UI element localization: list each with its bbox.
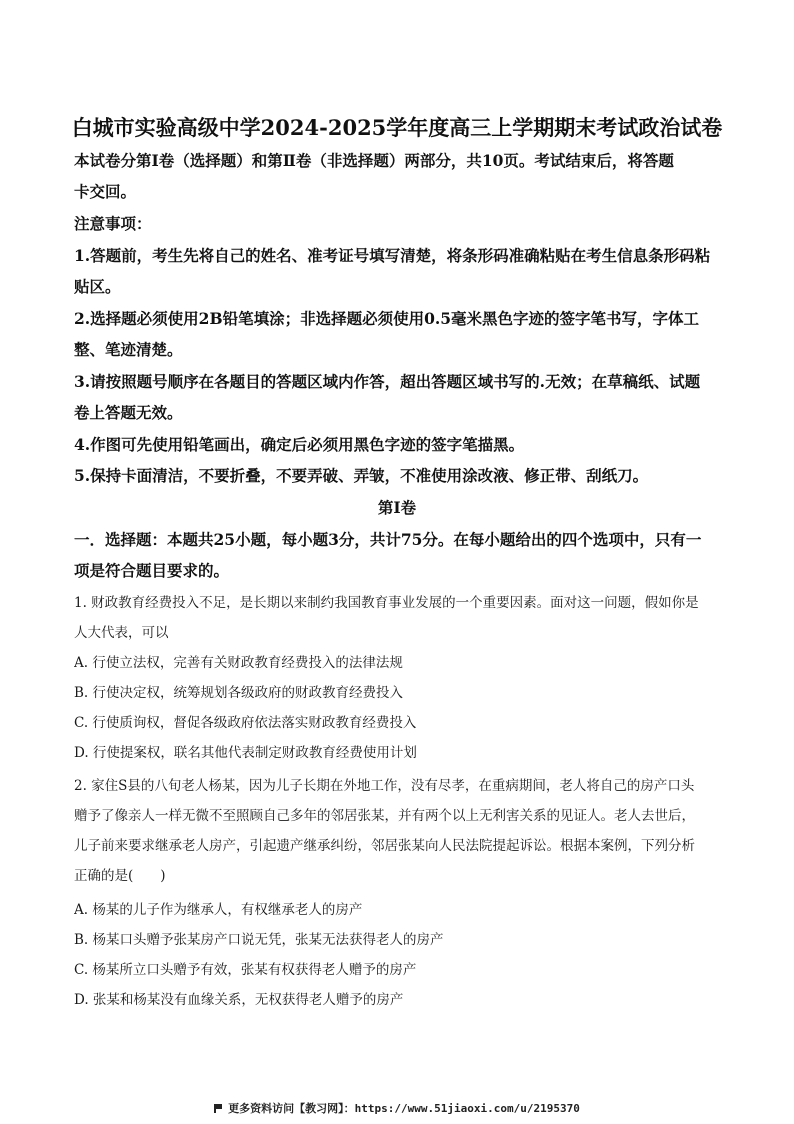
notice-5: 5.保持卡面清洁，不要折叠，不要弄破、弄皱，不准使用涂改液、修正带、刮纸刀。: [74, 466, 649, 485]
question-2-option-d: D. 张某和杨某没有血缘关系，无权获得老人赠予的房产: [74, 992, 404, 1008]
part-heading-line-1: 一．选择题：本题共25小题，每小题3分，共计75分。在每小题给出的四个选项中，只有一: [74, 530, 702, 549]
question-2-stem-line-3: 儿子前来要求继承老人房产，引起遗产继承纠纷，邻居张某向人民法院提起诉讼。根据本案例，下列分析: [74, 838, 695, 854]
notice-3-line-2: 卷上答题无效。: [74, 403, 183, 422]
question-2-stem-line-4: 正确的是( ): [74, 868, 166, 884]
footer-link[interactable]: 更多资料访问【教习网】：https://www.51jiaoxi.com/u/2195370: [228, 1102, 580, 1115]
question-2-stem-line-1: 2. 家住S县的八旬老人杨某，因为儿子长期在外地工作，没有尽孝，在重病期间，老人将自己的房产口头: [74, 778, 695, 794]
notice-2-line-2: 整、笔迹清楚。: [74, 340, 183, 359]
notice-1-line-1: 1.答题前，考生先将自己的姓名、准考证号填写清楚，将条形码准确粘贴在考生信息条形码粘: [74, 246, 711, 265]
flag-icon: [214, 1104, 222, 1113]
section-title: 第Ⅰ卷: [377, 498, 417, 517]
question-1-stem-line-2: 人大代表，可以: [74, 625, 169, 641]
notice-1-line-2: 贴区。: [74, 277, 121, 296]
part-heading-line-2: 项是符合题目要求的。: [74, 561, 230, 580]
question-1-option-c: C. 行使质询权，督促各级政府依法落实财政教育经费投入: [74, 715, 417, 731]
notice-4: 4.作图可先使用铅笔画出，确定后必须用黑色字迹的签字笔描黑。: [74, 435, 525, 454]
exam-title: 白城市实验高级中学2024-2025学年度高三上学期期末考试政治试卷: [71, 115, 723, 140]
intro-line-1: 本试卷分第Ⅰ卷（选择题）和第Ⅱ卷（非选择题）两部分，共10页。考试结束后，将答题: [74, 151, 674, 170]
question-2-stem-line-2: 赠予了像亲人一样无微不至照顾自己多年的邻居张某，并有两个以上无利害关系的见证人。老人去世后，: [74, 808, 695, 824]
question-1-stem-line-1: 1. 财政教育经费投入不足，是长期以来制约我国教育事业发展的一个重要因素。面对这一问题，假如你是: [74, 595, 699, 611]
question-1-option-a: A. 行使立法权，完善有关财政教育经费投入的法律法规: [74, 655, 403, 671]
question-2-option-b: B. 杨某口头赠予张某房产口说无凭，张某无法获得老人的房产: [74, 932, 444, 948]
question-2-option-c: C. 杨某所立口头赠予有效，张某有权获得老人赠予的房产: [74, 962, 417, 978]
question-1-option-d: D. 行使提案权，联名其他代表制定财政教育经费使用计划: [74, 745, 417, 761]
notice-heading: 注意事项：: [74, 214, 152, 233]
intro-line-2: 卡交回。: [74, 182, 137, 201]
notice-3-line-1: 3.请按照题号顺序在各题目的答题区域内作答，超出答题区域书写的.无效；在草稿纸、试题: [74, 372, 701, 391]
question-2-option-a: A. 杨某的儿子作为继承人，有权继承老人的房产: [74, 902, 363, 918]
footer: [0, 1100, 794, 1116]
notice-2-line-1: 2.选择题必须使用2B铅笔填涂；非选择题必须使用0.5毫米黑色字迹的签字笔书写，字体工: [74, 309, 700, 328]
question-1-option-b: B. 行使决定权，统筹规划各级政府的财政教育经费投入: [74, 685, 404, 701]
